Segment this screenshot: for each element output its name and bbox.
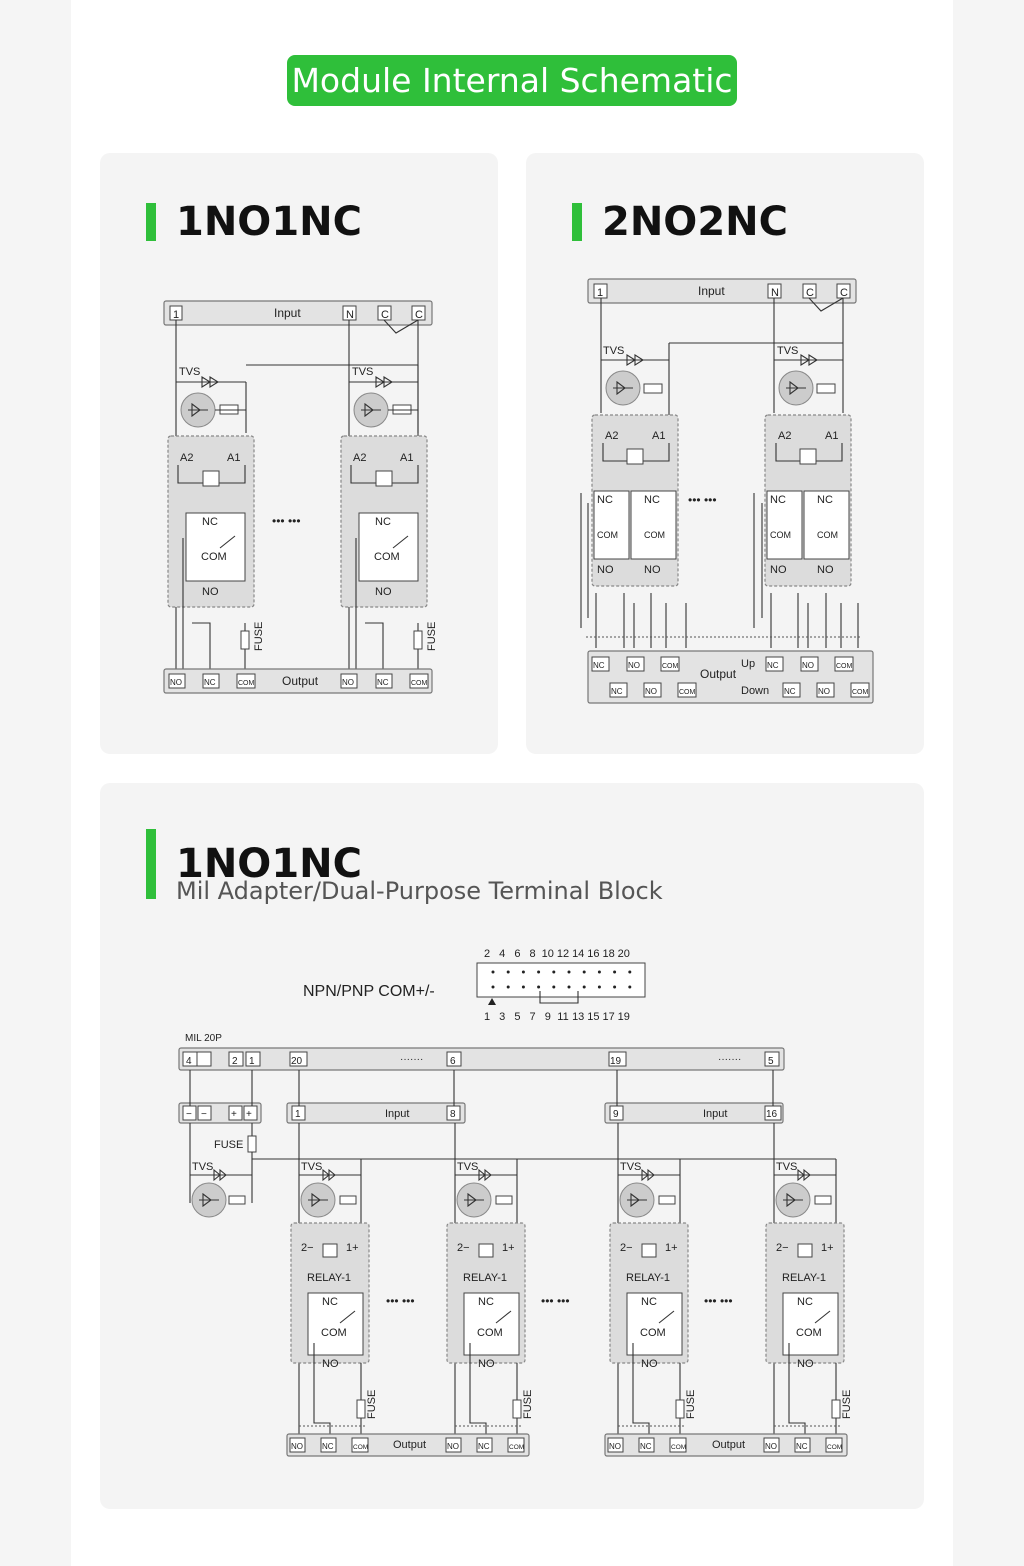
header-pin [507,986,510,989]
power-terminal: − [186,1109,192,1120]
schematic-1no1nc [100,153,498,754]
coil-a2: A2 [778,430,792,442]
coil-minus: 2− [620,1242,633,1254]
contact-nc: NC [797,1296,813,1308]
relay-name: RELAY-1 [626,1272,671,1284]
pin-number: 9 [544,1011,551,1023]
output-up-terminal: NO [628,661,640,670]
output-down-terminal: NO [645,687,657,696]
header-pin [628,971,631,974]
output-terminal: COM [238,680,255,687]
contact-no: NO [644,564,661,576]
output-terminal-label: COM [827,1444,843,1451]
output-up-terminal: COM [662,663,679,670]
contact-nc: NC [644,494,660,506]
pin-number: 6 [514,948,521,960]
contact-nc: NC [202,516,218,528]
card-mil-adapter [100,783,924,1509]
pin-number: 15 [587,1011,600,1023]
fuse-label: FUSE [366,1389,378,1419]
fuse-label: FUSE [522,1389,534,1419]
tvs-label: TVS [457,1161,479,1173]
output-terminal-label: COM [353,1444,369,1451]
header-pin [613,986,616,989]
contact-nc: NC [597,494,613,506]
relay-name: RELAY-1 [782,1272,827,1284]
coil-a1: A1 [400,452,414,464]
coil-a2: A2 [180,452,194,464]
coil-a1: A1 [227,452,241,464]
input-label: Input [274,306,301,320]
input-terminal: C [806,287,814,299]
header-pin [583,986,586,989]
contact-nc: NC [375,516,391,528]
ellipsis: ••• ••• [386,1294,415,1308]
header-pin [583,971,586,974]
fuse-label: FUSE [253,621,265,651]
contact-com: COM [374,551,400,563]
relay-name: RELAY-1 [307,1272,352,1284]
input-label: Input [703,1108,728,1120]
contact-nc: NC [322,1296,338,1308]
output-terminal-label: COM [671,1444,687,1451]
contact-no: NO [817,564,834,576]
header-pin [522,971,525,974]
header-pin [537,971,540,974]
contact-no: NO [770,564,787,576]
ellipsis: ••• ••• [688,493,717,507]
input-terminal: C [381,309,389,321]
tvs-label: TVS [777,345,799,357]
input-terminal: 8 [450,1109,456,1120]
tvs-label: TVS [301,1161,323,1173]
input-terminal: 1 [597,287,604,299]
tvs-label: TVS [192,1161,214,1173]
coil-plus: 1+ [665,1242,678,1254]
header-pin [568,971,571,974]
pin-number: 7 [529,1011,536,1023]
contact-nc: NC [770,494,786,506]
contact-com: COM [770,530,791,540]
coil-a1: A1 [652,430,666,442]
mil-ellipsis: ······· [718,1054,742,1065]
card-2no2nc [526,153,924,754]
coil-plus: 1+ [346,1242,359,1254]
pin-number: 20 [617,948,630,960]
output-terminal-label: COM [509,1444,525,1451]
output-terminal-label: NC [796,1442,808,1451]
coil-plus: 1+ [821,1242,834,1254]
output-down-terminal: NC [611,687,623,696]
output-down-terminal: NC [784,687,796,696]
pin-number: 13 [572,1011,585,1023]
coil-a2: A2 [353,452,367,464]
header-pin-numbers-top [484,948,630,960]
pin-number: 1 [483,1011,491,1023]
card-title: 2NO2NC [602,199,788,245]
pin-number: 2 [483,948,491,960]
output-terminal-label: NO [447,1442,459,1451]
fuse-label: FUSE [214,1139,244,1151]
contact-com: COM [644,530,665,540]
header-pin [522,986,525,989]
fuse-label: FUSE [841,1389,853,1419]
output-label: Output [712,1439,746,1451]
pin-number: 12 [556,948,570,960]
pin-number: 8 [529,948,536,960]
contact-nc: NC [817,494,833,506]
output-up-terminal: COM [836,663,853,670]
output-terminal-label: NC [478,1442,490,1451]
mil-terminal: 6 [450,1056,456,1067]
contact-com: COM [321,1327,347,1339]
header-pin [507,971,510,974]
card-subtitle: Mil Adapter/Dual-Purpose Terminal Block [176,877,663,905]
input-terminal: N [771,287,779,299]
schematic-2no2nc [526,153,924,754]
relay-channel [447,1123,534,1443]
relay-channel [766,1123,853,1443]
tvs-label: TVS [603,345,625,357]
pin-number: 19 [617,1011,630,1023]
output-label: Output [393,1439,427,1451]
pin-number: 16 [587,948,600,960]
tvs-label: TVS [179,366,201,378]
up-label: Up [741,658,756,670]
contact-no: NO [202,586,219,598]
relay-channel [610,1123,697,1443]
schematic-mil-adapter [100,783,924,1509]
input-label: Input [385,1108,410,1120]
mil-terminal: 4 [186,1056,192,1067]
output-down-terminal: COM [852,689,869,696]
header-pin [598,986,601,989]
output-label: Output [282,674,319,688]
header-pin [492,986,495,989]
tvs-label: TVS [620,1161,642,1173]
output-terminal: NC [204,678,216,687]
contact-com: COM [477,1327,503,1339]
header-pin [613,971,616,974]
npn-pnp-label: NPN/PNP COM+/- [303,983,435,1000]
contact-no: NO [478,1358,495,1370]
pin-number: 11 [557,1011,569,1023]
header-pin [598,971,601,974]
output-down-terminal: NO [818,687,830,696]
card-title: 1NO1NC [176,199,362,245]
contact-no: NO [641,1358,658,1370]
coil-minus: 2− [301,1242,314,1254]
pin-number: 4 [499,948,506,960]
input-terminal: 9 [613,1109,619,1120]
contact-com: COM [817,530,838,540]
output-terminal: COM [411,680,428,687]
card-1no1nc [100,153,498,754]
input-terminal: 1 [295,1109,301,1120]
relay-channel [291,1123,378,1443]
output-up-terminal: NC [767,661,779,670]
mil-terminal: 2 [232,1056,238,1067]
tvs-label: TVS [776,1161,798,1173]
header-pin [552,971,555,974]
header-pin [537,986,540,989]
contact-com: COM [796,1327,822,1339]
mil-terminal: 20 [291,1056,303,1067]
output-terminal: NO [342,678,354,687]
contact-no: NO [597,564,614,576]
ellipsis: ••• ••• [704,1294,733,1308]
power-terminal: + [231,1109,237,1120]
contact-no: NO [797,1358,814,1370]
contact-no: NO [322,1358,339,1370]
mil-ellipsis: ······· [400,1054,424,1065]
output-label: Output [700,667,737,681]
input-terminal: N [346,309,354,321]
pin-number: 5 [514,1011,521,1023]
mil-terminal: 5 [768,1056,774,1067]
pin-number: 17 [602,1011,615,1023]
output-terminal-label: NO [609,1442,621,1451]
input-terminal: C [840,287,848,299]
mil-terminal: 1 [249,1056,255,1067]
pin-number: 18 [602,948,615,960]
input-terminal: 1 [173,309,180,321]
input-terminal: 16 [766,1109,778,1120]
pin-number: 14 [572,948,585,960]
contact-nc: NC [478,1296,494,1308]
header-pin-numbers-bottom [484,1011,630,1023]
contact-no: NO [375,586,392,598]
contact-com: COM [201,551,227,563]
fuse-label: FUSE [426,621,438,651]
fuse-label: FUSE [685,1389,697,1419]
page-title-banner: Module Internal Schematic [287,55,737,106]
output-terminal: NO [170,678,182,687]
output-terminal-label: NO [291,1442,303,1451]
header-pin [552,986,555,989]
output-terminal-label: NO [765,1442,777,1451]
output-terminal-label: NC [322,1442,334,1451]
coil-minus: 2− [457,1242,470,1254]
mil20p-label: MIL 20P [185,1033,222,1044]
coil-a2: A2 [605,430,619,442]
tvs-label: TVS [352,366,374,378]
input-label: Input [698,284,725,298]
output-terminal: NC [377,678,389,687]
contact-com: COM [640,1327,666,1339]
contact-com: COM [597,530,618,540]
output-up-terminal: NC [593,661,605,670]
header-pin [628,986,631,989]
pin-number: 10 [541,948,554,960]
mil-terminal: 19 [610,1056,622,1067]
coil-plus: 1+ [502,1242,515,1254]
input-terminal: C [415,309,423,321]
power-terminal: − [201,1109,207,1120]
output-terminal-label: NC [640,1442,652,1451]
ellipsis: ••• ••• [541,1294,570,1308]
relay-name: RELAY-1 [463,1272,508,1284]
ellipsis: ••• ••• [272,514,301,528]
down-label: Down [741,685,770,697]
contact-nc: NC [641,1296,657,1308]
header-pin [492,971,495,974]
coil-minus: 2− [776,1242,789,1254]
power-terminal: + [246,1109,252,1120]
pin-number: 3 [499,1011,506,1023]
card-title: 1NO1NC [176,841,362,887]
output-up-terminal: NO [802,661,814,670]
header-pin [568,986,571,989]
output-down-terminal: COM [679,689,696,696]
coil-a1: A1 [825,430,839,442]
